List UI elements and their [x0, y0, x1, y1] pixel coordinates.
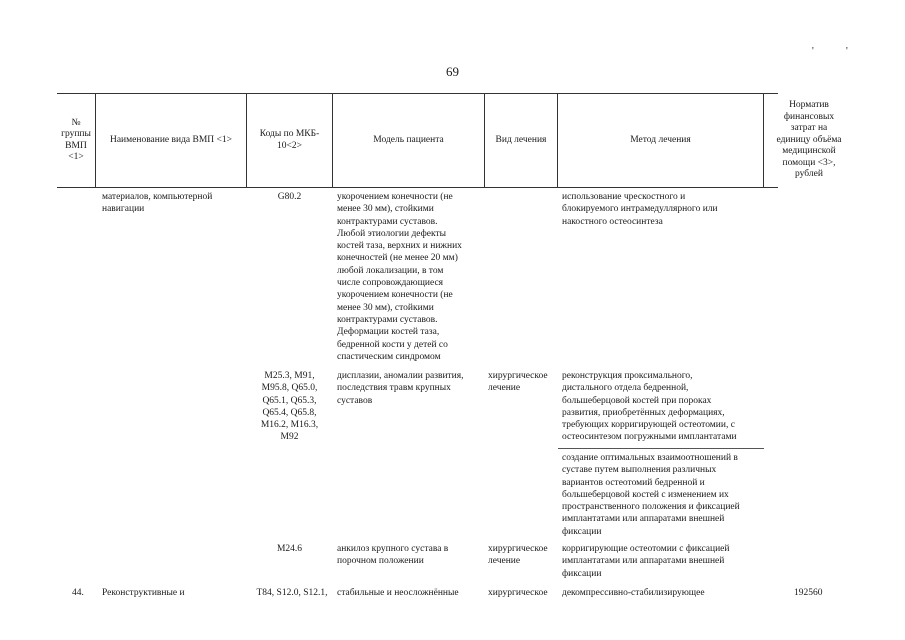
row2-treatment-method-alt: создание оптимальных взаимоотношений в суставе путем выполнения различных вариантов остеотомий бедренной и большеберцовой костей с изменением их пространственного положения и фиксацией имплантатами или аппаратами внешней фиксации [562, 453, 740, 537]
header-group-number: № группы ВМП <1> [61, 117, 91, 162]
row1-treatment-method: использование чрескостного и блокируемого интрамедуллярного или накостного остеосинтеза [562, 192, 718, 227]
row3-icd-codes: M24.6 [276, 544, 303, 554]
page-number: 69 [446, 64, 459, 79]
header-treatment-method: Метод лечения [630, 134, 691, 145]
scan-mark: ' [812, 46, 814, 57]
row4-treatment-method: декомпрессивно-стабилизирующее [562, 588, 705, 598]
row3-treatment-method: корригирующие остеотомии с фиксацией имплантатами или аппаратами внешней фиксации [562, 544, 730, 579]
method-divider [558, 448, 764, 449]
row2-patient-model: дисплазии, аномалии развития, последствия травм крупных суставов [337, 371, 464, 406]
row2-icd-codes: M25.3, M91, M95.8, Q65.0, Q65.1, Q65.3, Q65.4, Q65.8, M16.2, M16.3, M92 [260, 371, 319, 443]
row4-vmp-name: Реконструктивные и [102, 588, 185, 598]
row3-patient-model: анкилоз крупного сустава в порочном положении [337, 544, 449, 567]
row4-treatment-type: хирургическое [488, 588, 548, 598]
row4-group-number: 44. [72, 588, 84, 598]
row1-vmp-name: материалов, компьютерной навигации [102, 192, 213, 215]
header-cost-standard: Норматив финансовых затрат на единицу объёма медицинской помощи <3>, рублей [776, 100, 842, 180]
row1-icd-codes: G80.2 [277, 192, 302, 202]
row3-treatment-type: хирургическое лечение [488, 544, 548, 567]
row2-treatment-type: хирургическое лечение [488, 371, 548, 394]
header-treatment-type: Вид лечения [495, 134, 547, 145]
scan-mark: ' [846, 46, 848, 57]
row4-icd-codes: T84, S12.0, S12.1, [256, 588, 328, 598]
header-icd-codes: Коды по МКБ- 10<2> [259, 129, 320, 151]
row4-patient-model: стабильные и неосложнённые [337, 588, 459, 598]
header-vmp-name: Наименование вида ВМП <1> [109, 134, 233, 145]
header-patient-model: Модель пациента [373, 134, 444, 145]
row1-patient-model: укорочением конечности (не менее 30 мм), стойкими контрактурами суставов. Любой этиологии дефекты костей таза, верхних и нижних конечностей (не менее 20 мм) любой локализации, в том числе сопровождающиеся укорочением конечности (не менее 30 мм), стойкими контрактурами суставов. Деформации костей таза, бедренной кости у детей со спастическим синдромом [337, 192, 462, 362]
row2-treatment-method: реконструкция проксимального, дистального отдела бедренной, большеберцовой костей при пороках развития, приобретённых деформациях, требующих корригирующей остеотомии, с остеосинтезом погружными имплантатами [562, 371, 737, 443]
row4-cost: 192560 [794, 588, 823, 598]
